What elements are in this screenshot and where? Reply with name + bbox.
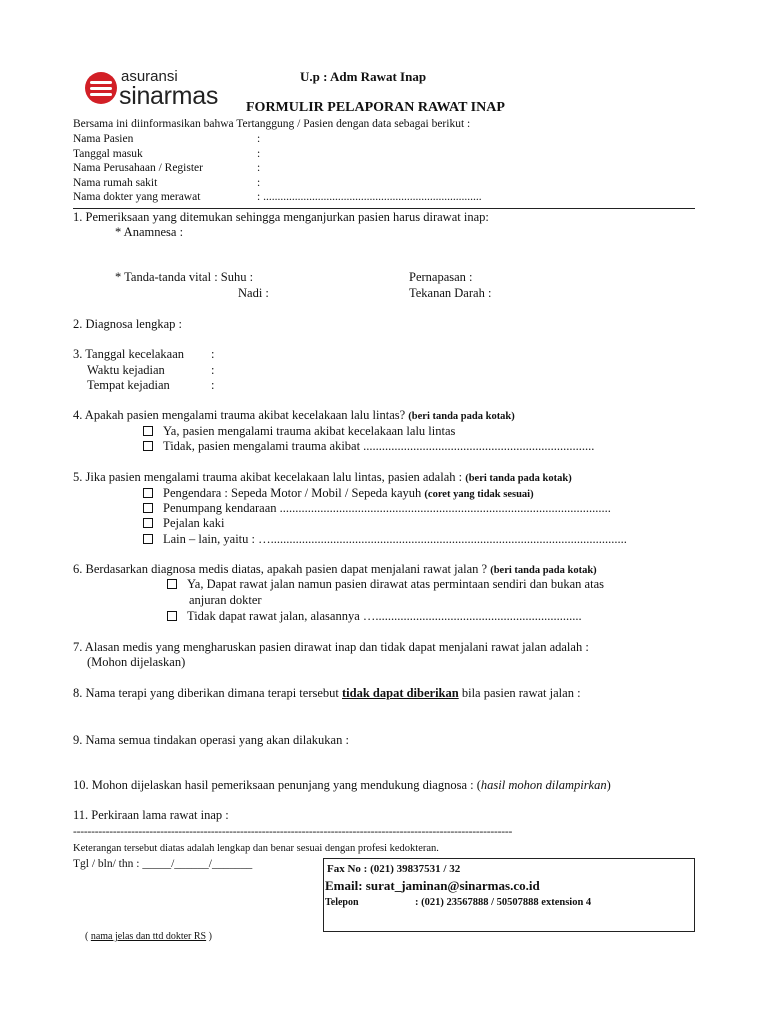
q5-option-pengendara[interactable] (143, 486, 534, 501)
q4-opt2-label: Tidak, pasien mengalami trauma akibat .......................................................................... (163, 439, 595, 453)
q2-text: 2. Diagnosa lengkap : (73, 317, 183, 331)
q8-emphasis: tidak dapat diberikan (342, 686, 459, 700)
q5-opt2-label: Penumpang kendaraan .......................................................................................................... (163, 501, 611, 515)
q1-nadi: Nadi : (238, 286, 269, 300)
q4-question (73, 408, 515, 423)
q5-option-penumpang[interactable] (143, 501, 611, 516)
colon: : (257, 148, 261, 160)
label-tanggal-masuk: Tanggal masuk (73, 148, 143, 160)
q1-anamnesa: * Anamnesa : (115, 225, 184, 239)
ttd-text: nama jelas dan ttd dokter RS (90, 931, 207, 942)
q8-pre: 8. Nama terapi yang diberikan dimana terapi tersebut (73, 686, 339, 700)
q8-post: bila pasien rawat jalan : (461, 686, 581, 700)
q6-option-tidak[interactable] (167, 609, 582, 624)
q1-tekanan: Tekanan Darah : (409, 286, 492, 300)
label-rumah-sakit: Nama rumah sakit (73, 177, 158, 189)
q5-opt1-label: Pengendara : Sepeda Motor / Mobil / Sepeda kayuh (163, 486, 422, 500)
keterangan-text: Keterangan tersebut diatas adalah lengkap dan benar sesuai dengan profesi kedokteran. (73, 843, 439, 854)
colon: : (211, 378, 215, 392)
q5-opt4-label: Lain – lain, yaitu : ….................................................................................................................. (163, 532, 627, 546)
q9-text: 9. Nama semua tindakan operasi yang akan dilakukan : (73, 733, 349, 747)
q10-close: ) (606, 778, 611, 792)
intro-text: Bersama ini diinformasikan bahwa Tertanggung / Pasien dengan data sebagai berikut : (73, 118, 471, 130)
dokter-dots: : ............................................................................ (257, 191, 482, 203)
q5-opt3-label: Pejalan kaki (163, 516, 225, 530)
logo-mark-icon (85, 72, 117, 104)
q5-note: (beri tanda pada kotak) (465, 473, 572, 484)
email-line: Email: surat_jaminan@sinarmas.co.id (325, 878, 540, 893)
q4-text: 4. Apakah pasien mengalami trauma akibat kecelakaan lalu lintas? (73, 408, 406, 422)
q3-waktu: Waktu kejadian (87, 363, 165, 377)
q5-text: 5. Jika pasien mengalami trauma akibat kecelakaan lalu lintas, pasien adalah : (73, 470, 463, 484)
colon: : (257, 162, 261, 174)
q10-italic: hasil mohon dilampirkan (480, 778, 607, 792)
q5-option-lain[interactable] (143, 532, 627, 547)
q6-option-ya-cont: anjuran dokter (189, 593, 262, 607)
checkbox[interactable] (143, 518, 153, 528)
tgl-field[interactable]: Tgl / bln/ thn : _____/______/_______ (73, 858, 253, 870)
q5-opt1-note: (coret yang tidak sesuai) (424, 489, 534, 500)
q6-option-ya[interactable] (167, 577, 604, 592)
label-nama-pasien: Nama Pasien (73, 133, 134, 145)
divider-line (73, 208, 695, 209)
ttd-open: ( (85, 931, 91, 942)
fax-line: Fax No : (021) 39837531 / 32 (327, 863, 461, 875)
telepon-label: Telepon (325, 897, 359, 908)
colon: : (211, 363, 215, 377)
q4-note: (beri tanda pada kotak) (408, 411, 515, 422)
q3-tanggal: 3. Tanggal kecelakaan (73, 347, 184, 361)
q6-text: 6. Berdasarkan diagnosa medis diatas, apakah pasien dapat menjalani rawat jalan ? (73, 562, 488, 576)
q5-question (73, 470, 572, 485)
logo-text-sinarmas: sinarmas (119, 82, 219, 110)
q4-option-ya[interactable] (143, 424, 455, 439)
colon: : (257, 133, 261, 145)
telepon-line: : (021) 23567888 / 50507888 extension 4 (415, 897, 592, 908)
q6-note: (beri tanda pada kotak) (490, 565, 597, 576)
ttd-close: ) (206, 931, 212, 942)
checkbox[interactable] (167, 579, 177, 589)
dash-separator: ------------------------------------------------------------------------------------------------------------------------- (73, 826, 513, 838)
q11-text: 11. Perkiraan lama rawat inap : (73, 808, 229, 822)
q7-text: 7. Alasan medis yang mengharuskan pasien dirawat inap dan tidak dapat menjalani rawat jalan adalah : (73, 640, 589, 654)
q6-opt2-label: Tidak dapat rawat jalan, alasannya ….................................................................. (187, 609, 582, 623)
q3-tempat: Tempat kejadian (87, 378, 170, 392)
colon: : (257, 177, 261, 189)
checkbox[interactable] (143, 534, 153, 544)
checkbox[interactable] (143, 503, 153, 513)
q6-question (73, 562, 597, 577)
label-perusahaan: Nama Perusahaan / Register (73, 162, 203, 174)
checkbox[interactable] (143, 426, 153, 436)
checkbox[interactable] (143, 441, 153, 451)
q5-option-pejalan[interactable] (143, 516, 224, 531)
q7-sub: (Mohon dijelaskan) (87, 655, 186, 669)
q4-option-tidak[interactable] (143, 439, 594, 454)
q8-question (73, 686, 581, 701)
q1-vital: * Tanda-tanda vital : Suhu : (115, 270, 254, 284)
q4-opt1-label: Ya, pasien mengalami trauma akibat kecelakaan lalu lintas (163, 424, 456, 438)
checkbox[interactable] (143, 488, 153, 498)
logo-text-asuransi: asuransi (121, 68, 178, 85)
colon: : (211, 347, 215, 361)
ttd-label (85, 931, 212, 942)
q10-question (73, 778, 611, 793)
q10-text: 10. Mohon dijelaskan hasil pemeriksaan penunjang yang mendukung diagnosa : ( (73, 778, 481, 792)
q1-text: 1. Pemeriksaan yang ditemukan sehingga menganjurkan pasien harus dirawat inap: (73, 210, 489, 224)
q6-opt1-label: Ya, Dapat rawat jalan namun pasien dirawat atas permintaan sendiri dan bukan atas (187, 577, 604, 591)
form-title: FORMULIR PELAPORAN RAWAT INAP (246, 100, 505, 115)
q1-pernapasan: Pernapasan : (409, 270, 473, 284)
label-dokter: Nama dokter yang merawat (73, 191, 201, 203)
up-recipient: U.p : Adm Rawat Inap (300, 69, 427, 84)
checkbox[interactable] (167, 611, 177, 621)
